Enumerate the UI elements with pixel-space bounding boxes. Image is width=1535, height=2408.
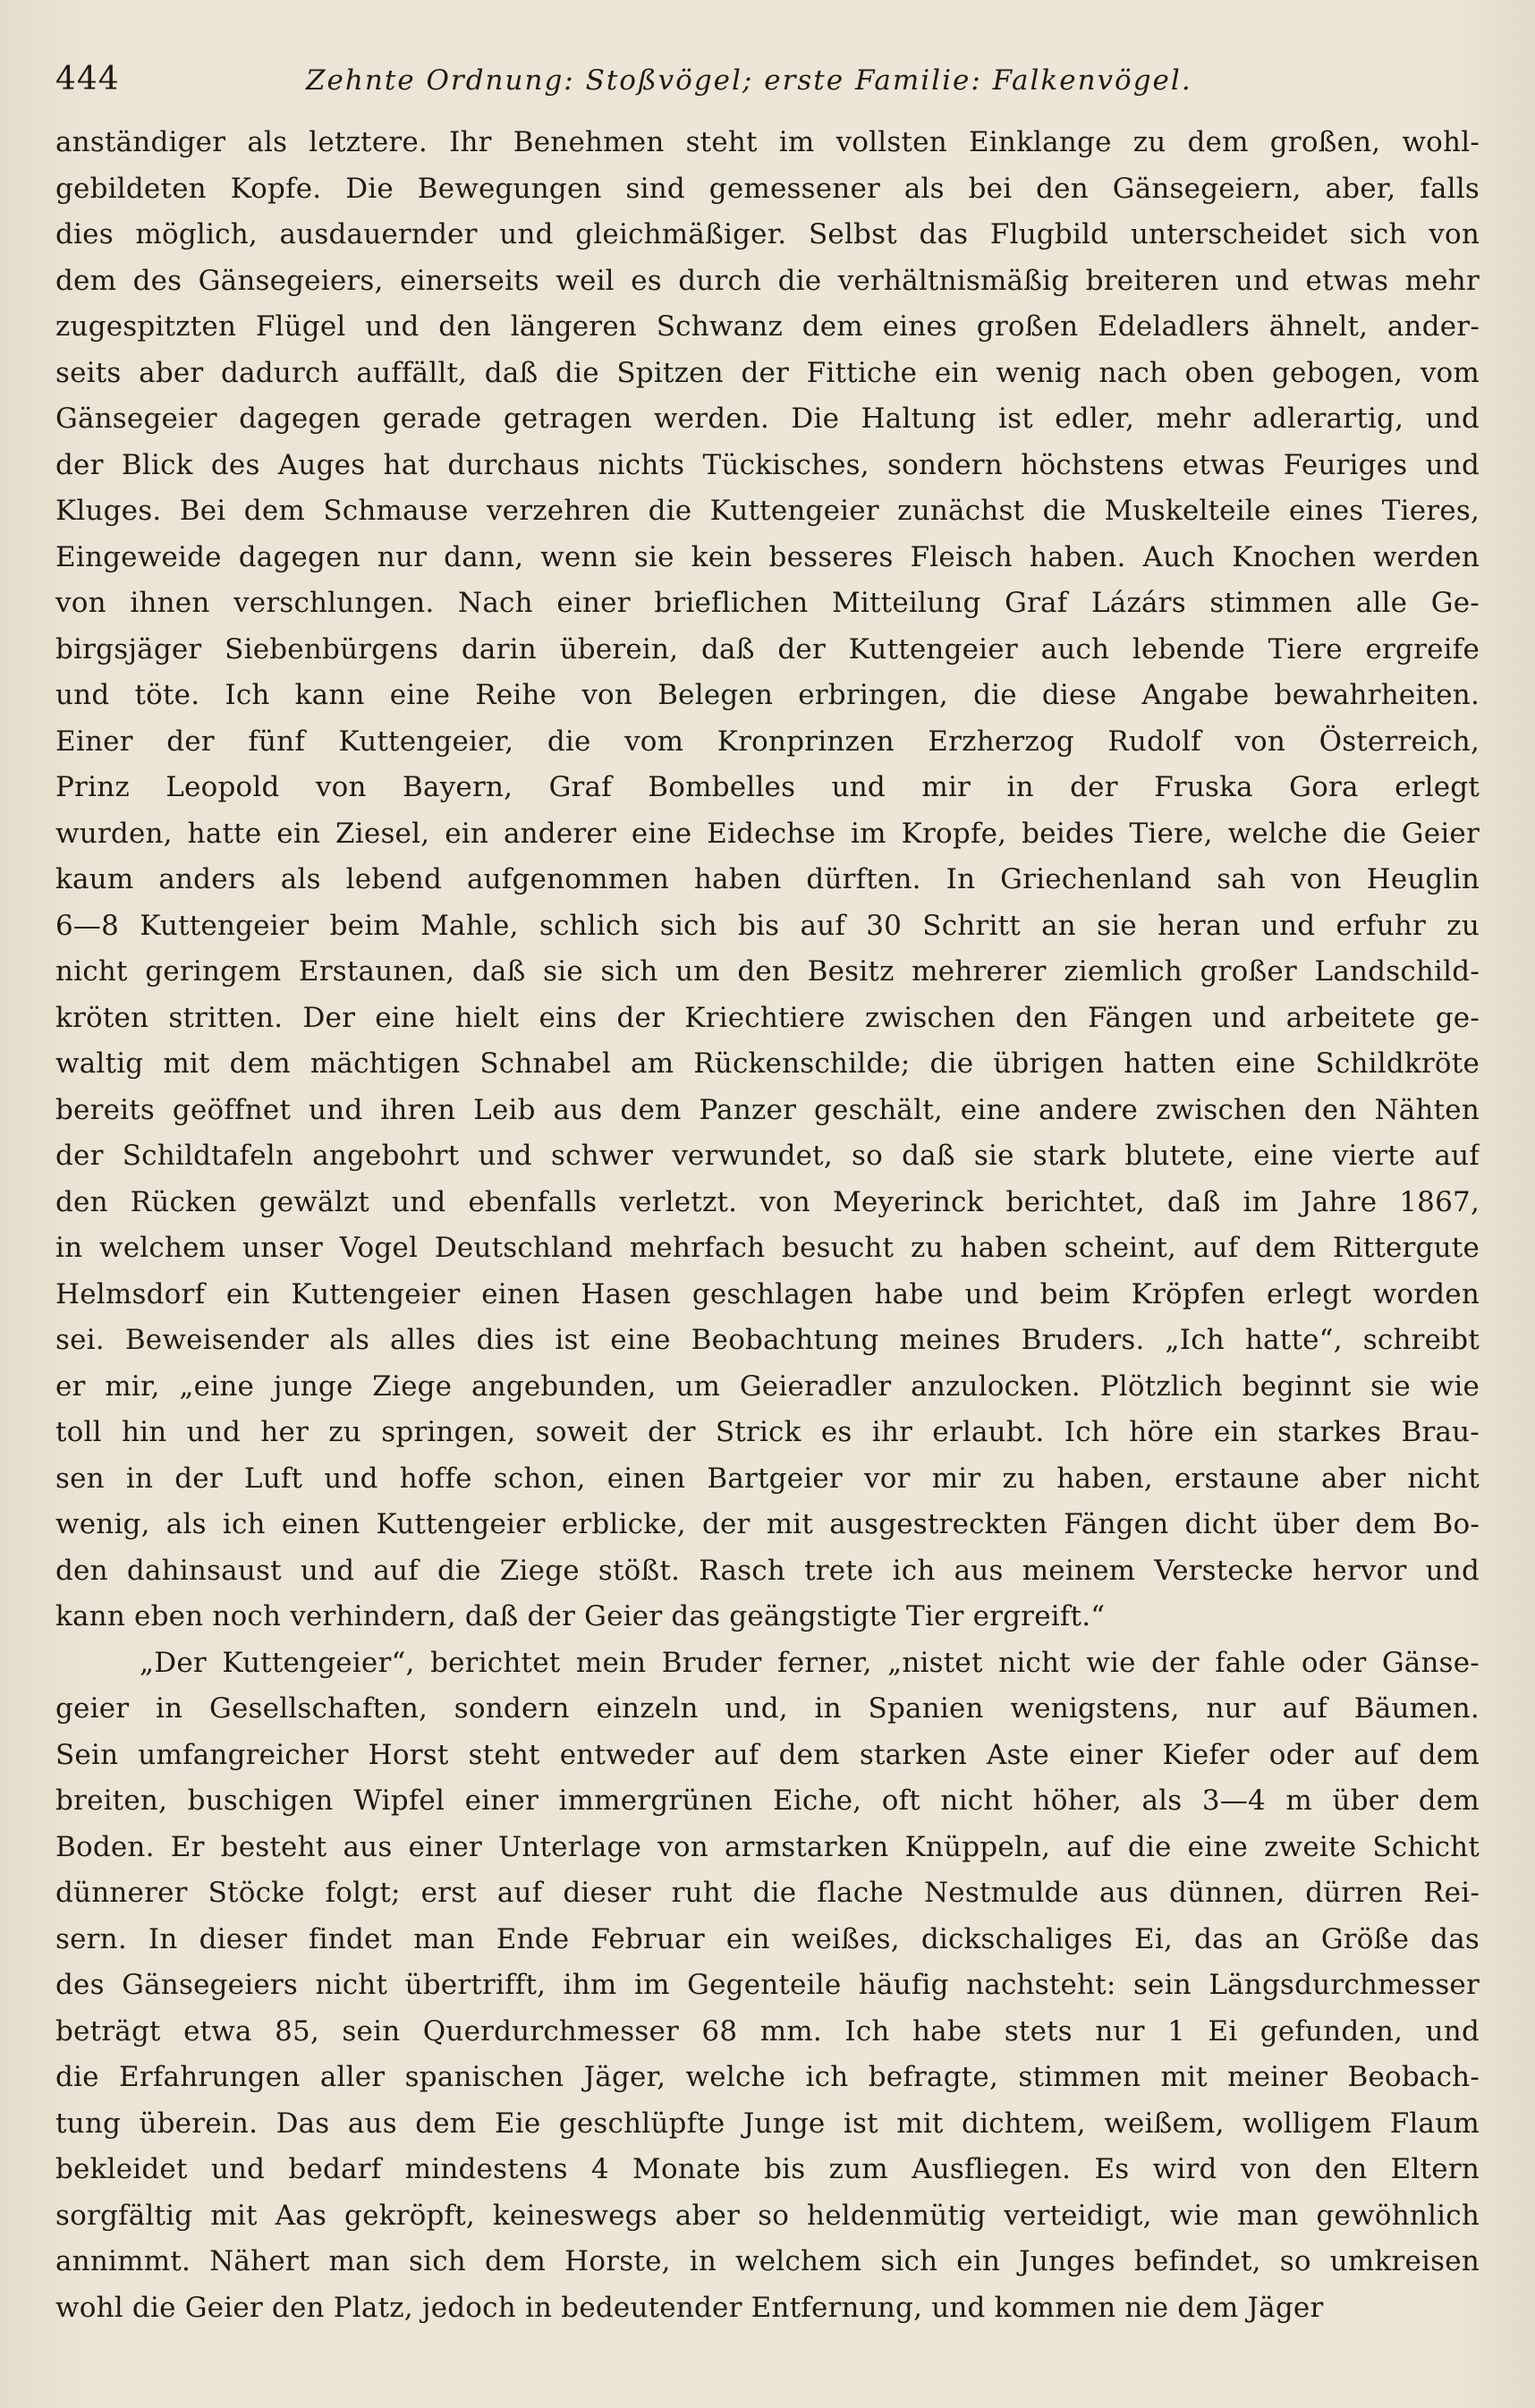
- text-line: „Der Kuttengeier“, berichtet mein Bruder ferner, „nistet nicht wie der fahle oder Gänse-: [140, 1646, 1480, 1679]
- text-line: kaum anders als lebend aufgenommen haben dürften. In Griechenland sah von Heuglin: [55, 863, 1480, 895]
- text-line: den dahinsaust und auf die Ziege stößt. Rasch trete ich aus meinem Verstecke hervor und: [55, 1554, 1480, 1587]
- text-line: beträgt etwa 85, sein Querdurchmesser 68 mm. Ich habe stets nur 1 Ei gefunden, und: [55, 2014, 1480, 2048]
- text-line: 6—8 Kuttengeier beim Mahle, schlich sich bis auf 30 Schritt an sie heran und erfuhr zu: [55, 909, 1480, 942]
- text-line: Helmsdorf ein Kuttengeier einen Hasen geschlagen habe und beim Kröpfen erlegt worden: [55, 1277, 1480, 1310]
- text-line: dies möglich, ausdauernder und gleichmäßiger. Selbst das Flugbild unterscheidet sich von: [55, 218, 1480, 250]
- running-title: Zehnte Ordnung: Stoßvögel; erste Familie: Falkenvögel.: [306, 64, 1192, 97]
- text-line: dem des Gänsegeiers, einerseits weil es durch die verhältnismäßig breiteren und etwas mehr: [55, 264, 1480, 297]
- text-line: geier in Gesellschaften, sondern einzeln und, in Spanien wenigstens, nur auf Bäumen.: [55, 1692, 1480, 1725]
- text-line: Kluges. Bei dem Schmause verzehren die Kuttengeier zunächst die Muskelteile eines Tieres,: [55, 495, 1480, 527]
- text-line: Prinz Leopold von Bayern, Graf Bombelles und mir in der Fruska Gora erlegt: [55, 771, 1480, 803]
- text-line: dünnerer Stöcke folgt; erst auf dieser ruht die flache Nestmulde aus dünnen, dürren Rei-: [55, 1877, 1480, 1909]
- text-line: annimmt. Nähert man sich dem Horste, in welchem sich ein Junges befindet, so umkreisen: [55, 2245, 1480, 2277]
- text-line: der Schildtafeln angebohrt und schwer verwundet, so daß sie stark blutete, eine vierte auf: [55, 1140, 1480, 1172]
- text-line: sei. Beweisender als alles dies ist eine Beobachtung meines Bruders. „Ich hatte“, schreibt: [55, 1324, 1480, 1356]
- text-line: Boden. Er besteht aus einer Unterlage von armstarken Knüppeln, auf die eine zweite Schicht: [55, 1830, 1480, 1863]
- text-line: der Blick des Auges hat durchaus nichts Tückisches, sondern höchstens etwas Feuriges und: [55, 448, 1480, 481]
- text-line: birgsjäger Siebenbürgens darin überein, daß der Kuttengeier auch lebende Tiere ergreife: [55, 632, 1480, 666]
- text-line: Eingeweide dagegen nur dann, wenn sie kein besseres Fleisch haben. Auch Knochen werden: [55, 540, 1480, 573]
- text-line: wurden, hatte ein Ziesel, ein anderer eine Eidechse im Kropfe, beides Tiere, welche die Geier: [55, 817, 1480, 850]
- text-line: zugespitzten Flügel und den längeren Schwanz dem eines großen Edeladlers ähnelt, ander-: [55, 310, 1480, 343]
- paragraph: [55, 1641, 1480, 2332]
- text-line: von ihnen verschlungen. Nach einer brieflichen Mitteilung Graf Lázárs stimmen alle Ge-: [55, 587, 1480, 619]
- text-line: Sein umfangreicher Horst steht entweder auf dem starken Aste einer Kiefer oder auf dem: [55, 1738, 1480, 1771]
- text-line: bereits geöffnet und ihren Leib aus dem Panzer geschält, eine andere zwischen den Nähten: [55, 1093, 1480, 1126]
- text-line: die Erfahrungen aller spanischen Jäger, welche ich befragte, stimmen mit meiner Beobach-: [55, 2061, 1480, 2093]
- running-head: [55, 61, 1480, 107]
- page-number: 444: [55, 61, 120, 98]
- text-line: den Rücken gewälzt und ebenfalls verletzt. von Meyerinck berichtet, daß im Jahre 1867,: [55, 1185, 1480, 1218]
- body-text: [55, 120, 1480, 2331]
- text-line: anständiger als letztere. Ihr Benehmen steht im vollsten Einklange zu dem großen, wohl-: [55, 126, 1480, 158]
- text-line: wenig, als ich einen Kuttengeier erblicke, der mit ausgestreckten Fängen dicht über dem Bo-: [55, 1508, 1480, 1540]
- text-line: Gänsegeier dagegen gerade getragen werden. Die Haltung ist edler, mehr adlerartig, und: [55, 403, 1480, 435]
- text-line: in welchem unser Vogel Deutschland mehrfach besucht zu haben scheint, auf dem Rittergute: [55, 1232, 1480, 1264]
- text-line: des Gänsegeiers nicht übertrifft, ihm im Gegenteile häufig nachsteht: sein Längsdurchmesser: [55, 1969, 1480, 2001]
- text-line: breiten, buschigen Wipfel einer immergrünen Eiche, oft nicht höher, als 3—4 m über dem: [55, 1785, 1480, 1817]
- text-line: und töte. Ich kann eine Reihe von Belegen erbringen, die diese Angabe bewahrheiten.: [55, 679, 1480, 711]
- text-line: sorgfältig mit Aas gekröpft, keineswegs aber so heldenmütig verteidigt, wie man gewöhnlich: [55, 2199, 1480, 2232]
- text-line: seits aber dadurch auffällt, daß die Spitzen der Fittiche ein wenig nach oben gebogen, vom: [55, 356, 1480, 389]
- text-line: toll hin und her zu springen, soweit der Strick es ihr erlaubt. Ich höre ein starkes Brau-: [55, 1416, 1480, 1448]
- text-line: nicht geringem Erstaunen, daß sie sich um den Besitz mehrerer ziemlich großer Landschild-: [55, 955, 1480, 988]
- text-line: kann eben noch verhindern, daß der Geier das geängstigte Tier ergreift.“: [55, 1600, 1106, 1632]
- text-line: tung überein. Das aus dem Eie geschlüpfte Junge ist mit dichtem, weißem, wolligem Flaum: [55, 2107, 1480, 2140]
- text-line: er mir, „eine junge Ziege angebunden, um Geieradler anzulocken. Plötzlich beginnt sie wie: [55, 1369, 1480, 1403]
- text-line: gebildeten Kopfe. Die Bewegungen sind gemessener als bei den Gänsegeiern, aber, falls: [55, 172, 1480, 205]
- text-line: Einer der fünf Kuttengeier, die vom Kronprinzen Erzherzog Rudolf von Österreich,: [55, 725, 1480, 758]
- text-line: sen in der Luft und hoffe schon, einen Bartgeier vor mir zu haben, erstaune aber nicht: [55, 1462, 1480, 1495]
- text-line: kröten stritten. Der eine hielt eins der Kriechtiere zwischen den Fängen und arbeitete ge-: [55, 1001, 1480, 1034]
- text-line: waltig mit dem mächtigen Schnabel am Rückenschilde; die übrigen hatten eine Schildkröte: [55, 1047, 1480, 1080]
- text-line: sern. In dieser findet man Ende Februar ein weißes, dickschaliges Ei, das an Größe das: [55, 1922, 1480, 1955]
- text-line: bekleidet und bedarf mindestens 4 Monate bis zum Ausfliegen. Es wird von den Eltern: [55, 2153, 1480, 2185]
- paragraph: [55, 120, 1480, 1641]
- text-line: wohl die Geier den Platz, jedoch in bedeutender Entfernung, und kommen nie dem Jäger: [55, 2291, 1324, 2324]
